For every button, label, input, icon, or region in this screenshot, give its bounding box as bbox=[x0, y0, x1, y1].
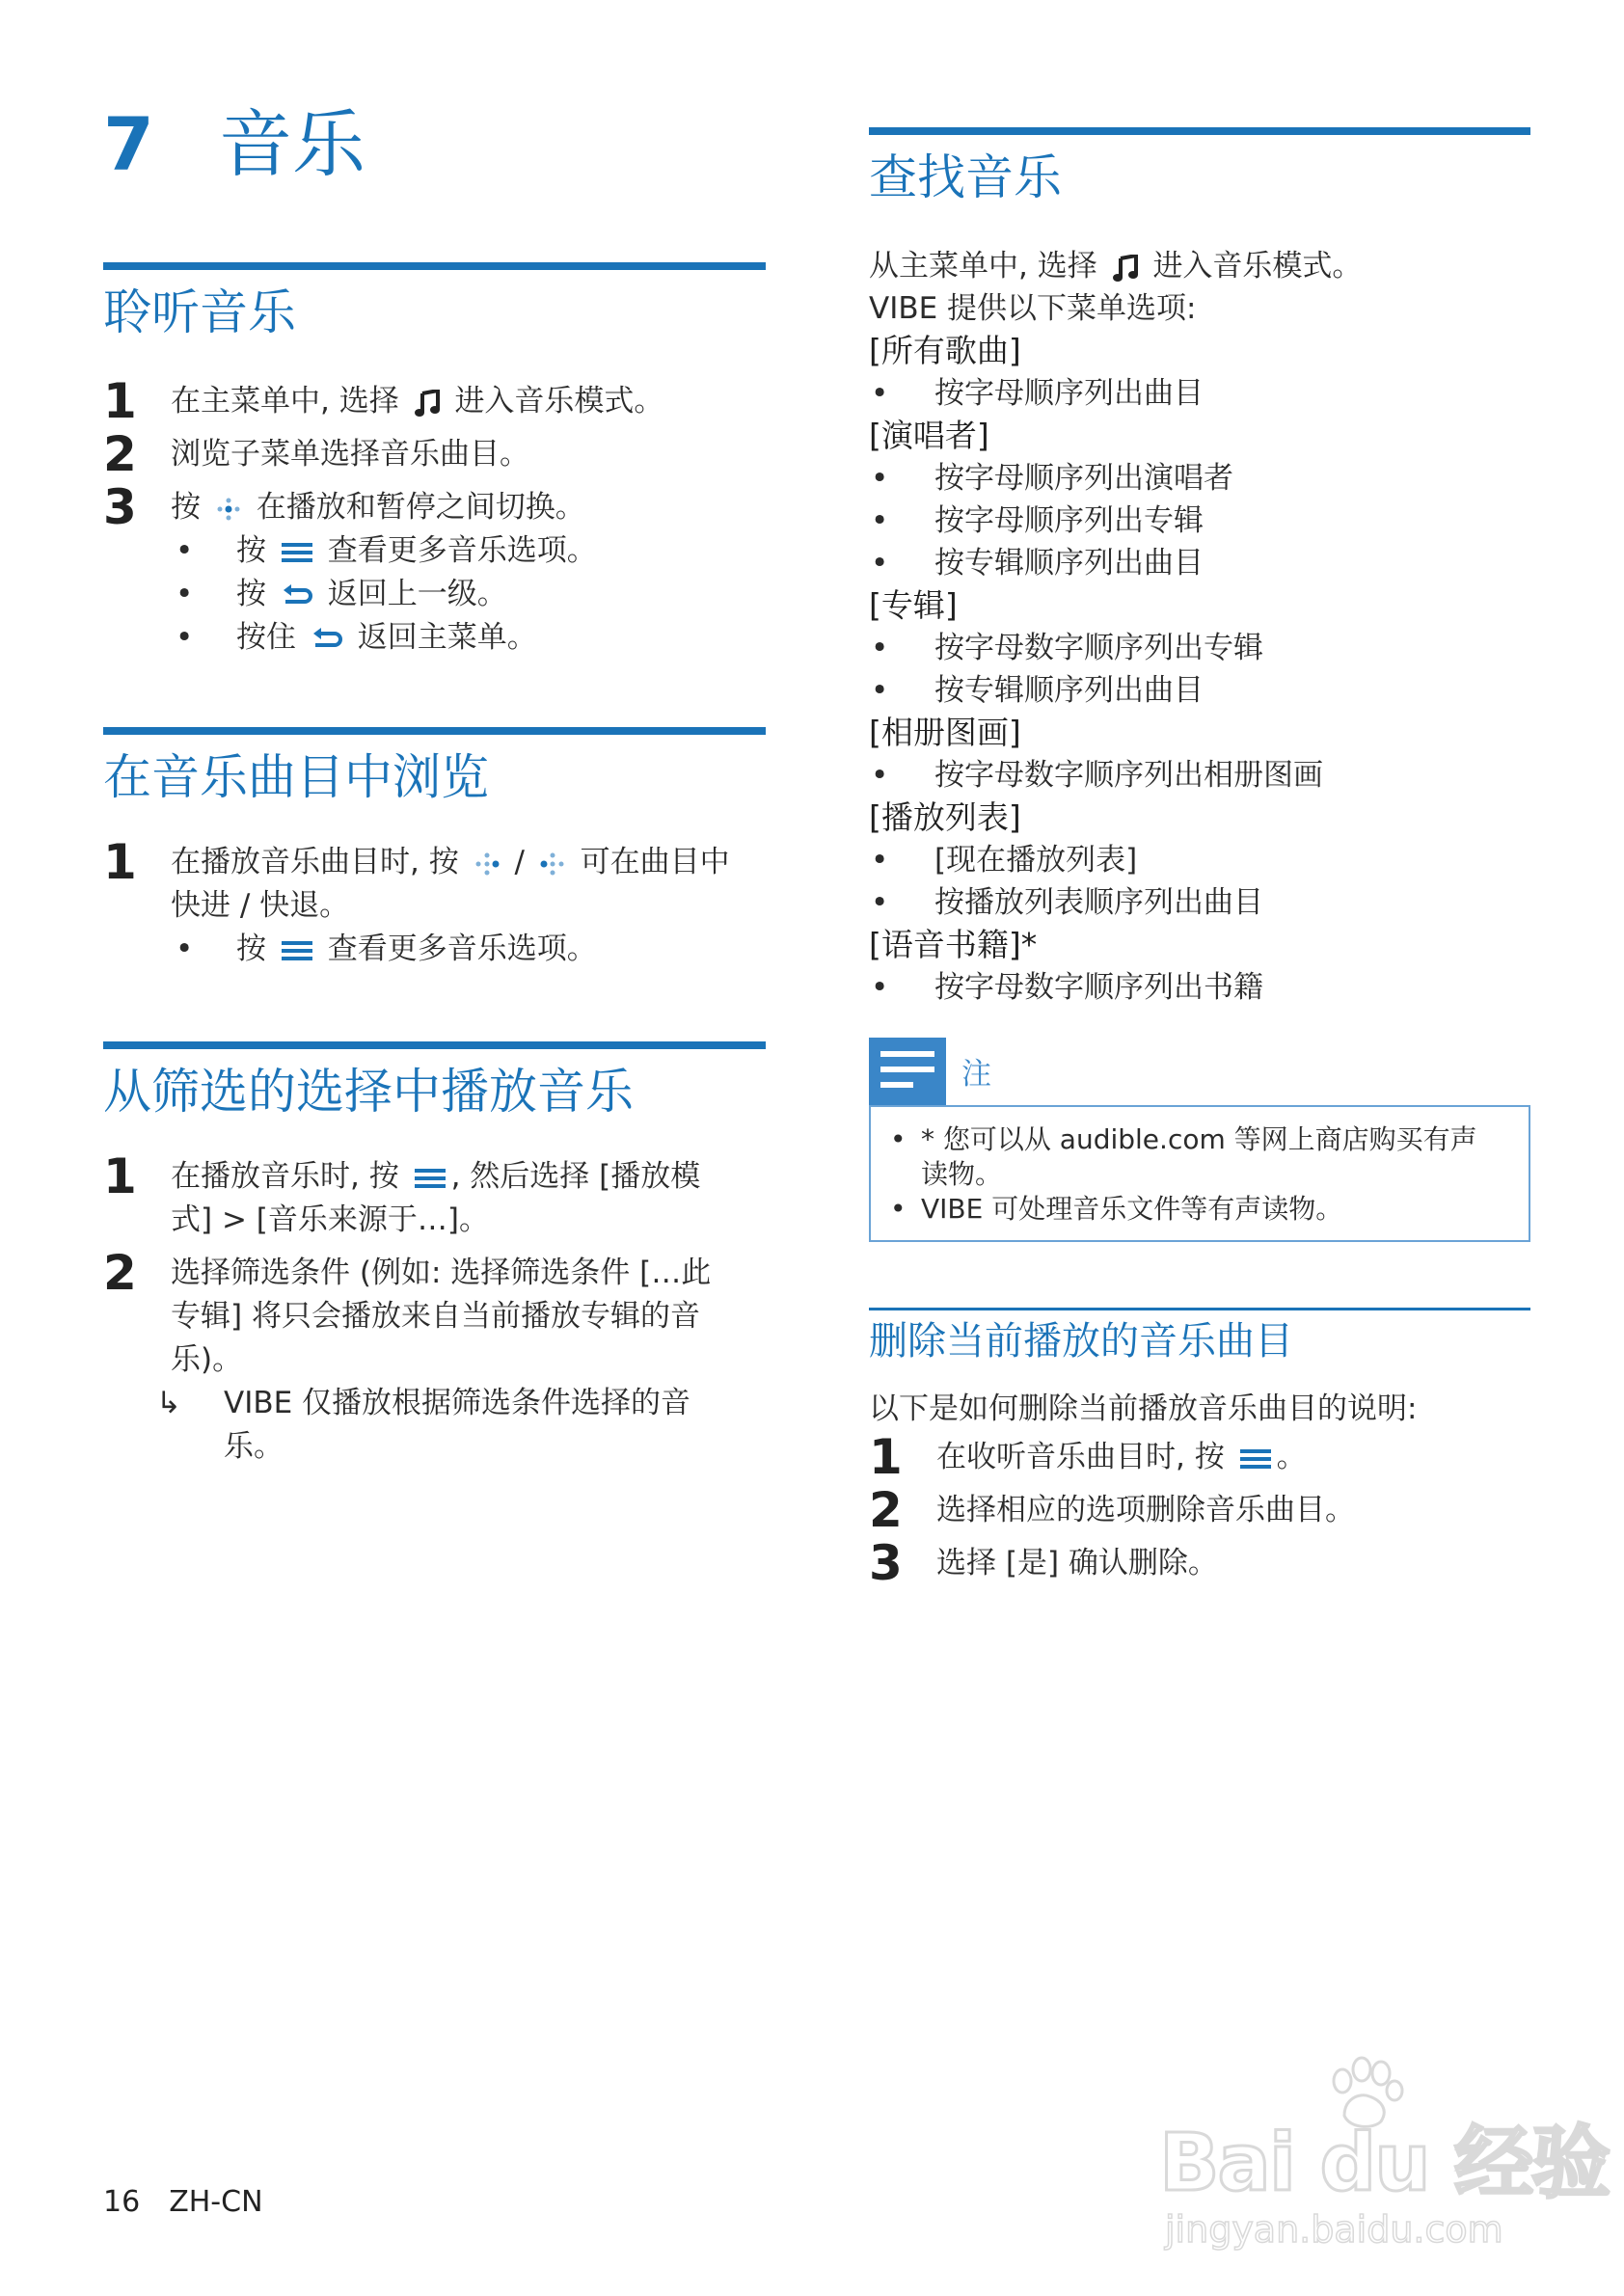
note-box bbox=[869, 1038, 1530, 1242]
bullet-text: 返回上一级。 bbox=[327, 577, 507, 611]
menu-option-heading: [相册图画] bbox=[869, 714, 1021, 751]
step-text: 按 bbox=[171, 490, 201, 525]
note-label: 注 bbox=[961, 1057, 991, 1092]
menu-option-item bbox=[869, 627, 1530, 669]
step-item bbox=[103, 1245, 766, 1382]
forward-dpad-icon bbox=[474, 851, 500, 877]
language-code: ZH-CN bbox=[169, 2185, 263, 2219]
page-footer bbox=[103, 2185, 263, 2219]
menu-icon bbox=[282, 541, 312, 564]
step-number: 1 bbox=[103, 373, 137, 429]
note-text: 读物。 bbox=[921, 1158, 1003, 1190]
bullet-text: 按 bbox=[236, 533, 266, 568]
menu-option-text: 按专辑顺序列出曲目 bbox=[934, 673, 1204, 708]
bullet-text: 按 bbox=[236, 577, 266, 611]
bullet-item bbox=[103, 573, 766, 616]
note-item bbox=[888, 1122, 1511, 1192]
intro-text-post: 进入音乐模式。 bbox=[1152, 249, 1363, 284]
bullet-dot: • bbox=[890, 1193, 907, 1225]
menu-option-item bbox=[869, 542, 1530, 584]
menu-icon bbox=[415, 1167, 446, 1190]
menu-option-text: 按字母顺序列出专辑 bbox=[934, 503, 1204, 538]
section-delete bbox=[869, 1308, 1530, 1591]
result-text: VIBE 仅播放根据筛选条件选择的音 bbox=[224, 1386, 691, 1420]
play-pause-dpad-icon bbox=[216, 497, 241, 522]
section-title: 在音乐曲目中浏览 bbox=[103, 749, 489, 805]
step-text: 进入音乐模式。 bbox=[454, 384, 664, 419]
step-text: , 然后选择 [播放模 bbox=[450, 1159, 701, 1194]
chapter-number: 7 bbox=[103, 101, 154, 187]
step-text: 。 bbox=[1276, 1440, 1307, 1474]
step-item bbox=[103, 373, 766, 429]
step-number: 1 bbox=[103, 1148, 137, 1204]
menu-option-heading: [演唱者] bbox=[869, 417, 989, 454]
bullet-dot: • bbox=[176, 577, 194, 611]
step-text: 在主菜单中, 选择 bbox=[171, 384, 399, 419]
menu-option-text: 按字母数字顺序列出专辑 bbox=[934, 631, 1263, 665]
section-title: 查找音乐 bbox=[869, 149, 1062, 205]
music-note-icon bbox=[415, 390, 440, 417]
menu-icon bbox=[1240, 1447, 1271, 1471]
step-text: 选择 [是] 确认删除。 bbox=[936, 1546, 1218, 1580]
step-text: 浏览子菜单选择音乐曲目。 bbox=[171, 437, 529, 472]
bullet-dot: • bbox=[871, 843, 889, 878]
menu-option-heading: [语音书籍]* bbox=[869, 926, 1038, 963]
step-text: 专辑] 将只会播放来自当前播放专辑的音 bbox=[171, 1299, 700, 1334]
note-text: * 您可以从 audible.com 等网上商店购买有声 bbox=[921, 1123, 1477, 1155]
menu-option-text: 按字母顺序列出曲目 bbox=[934, 376, 1204, 411]
menu-option-item bbox=[869, 372, 1530, 415]
note-icon bbox=[869, 1038, 946, 1105]
bullet-text: 按住 bbox=[236, 620, 296, 655]
section-rule bbox=[869, 1308, 1530, 1310]
menu-option-text: 按字母数字顺序列出书籍 bbox=[934, 970, 1263, 1005]
music-note-icon bbox=[1113, 255, 1138, 282]
result-arrow-icon: ↳ bbox=[156, 1386, 181, 1420]
menu-option-heading: [所有歌曲] bbox=[869, 332, 1021, 369]
step-text: 快进 / 快退。 bbox=[171, 888, 350, 923]
bullet-text: 查看更多音乐选项。 bbox=[327, 533, 597, 568]
step-number: 2 bbox=[103, 1245, 137, 1301]
bullet-dot: • bbox=[871, 546, 889, 581]
bullet-dot: • bbox=[871, 673, 889, 708]
intro-text: VIBE 提供以下菜单选项: bbox=[869, 291, 1197, 326]
section-rule bbox=[869, 127, 1530, 135]
intro-text-pre: 从主菜单中, 选择 bbox=[869, 249, 1097, 284]
menu-option-item bbox=[869, 457, 1530, 500]
step-text: 在播放和暂停之间切换。 bbox=[256, 490, 585, 525]
menu-option-item bbox=[869, 881, 1530, 924]
step-number: 3 bbox=[103, 479, 137, 535]
step-text: 可在曲目中 bbox=[580, 845, 730, 879]
step-text: 式] > [音乐来源于…]。 bbox=[171, 1202, 489, 1237]
step-item bbox=[869, 1482, 1530, 1538]
bullet-dot: • bbox=[890, 1123, 907, 1155]
menu-option-item bbox=[869, 966, 1530, 1009]
bullet-dot: • bbox=[871, 885, 889, 920]
step-text: 选择相应的选项删除音乐曲目。 bbox=[936, 1493, 1355, 1527]
chapter-heading bbox=[103, 101, 365, 187]
menu-option-text: 按专辑顺序列出曲目 bbox=[934, 546, 1204, 581]
baidu-jingyan-watermark bbox=[1148, 2054, 1610, 2256]
page-number: 16 bbox=[103, 2185, 141, 2219]
section-filter bbox=[103, 1041, 766, 1469]
section-title: 从筛选的选择中播放音乐 bbox=[103, 1064, 634, 1120]
section-rule bbox=[103, 262, 766, 270]
section-title: 删除当前播放的音乐曲目 bbox=[869, 1319, 1293, 1364]
step-number: 3 bbox=[869, 1535, 903, 1591]
step-item bbox=[103, 479, 766, 535]
bullet-dot: • bbox=[871, 758, 889, 793]
note-header bbox=[869, 1038, 1530, 1105]
bullet-item bbox=[103, 928, 766, 971]
intro-text bbox=[869, 245, 1530, 287]
step-text: / bbox=[514, 845, 525, 879]
menu-option-item bbox=[869, 669, 1530, 712]
chapter-title: 音乐 bbox=[219, 101, 365, 187]
step-item bbox=[869, 1535, 1530, 1591]
menu-option-text: 按播放列表顺序列出曲目 bbox=[934, 885, 1263, 920]
intro-text: 以下是如何删除当前播放音乐曲目的说明: bbox=[869, 1391, 1418, 1426]
step-item bbox=[869, 1429, 1530, 1485]
step-number: 1 bbox=[869, 1429, 903, 1485]
menu-option-item bbox=[869, 839, 1530, 881]
rewind-dpad-icon bbox=[540, 851, 565, 877]
step-text: 在收听音乐曲目时, 按 bbox=[936, 1440, 1225, 1474]
watermark-logo: Bai du 经验 bbox=[1159, 2118, 1610, 2209]
bullet-text: 返回主菜单。 bbox=[357, 620, 537, 655]
step-number: 2 bbox=[103, 426, 137, 482]
result-text: 乐。 bbox=[224, 1429, 284, 1464]
step-number: 2 bbox=[869, 1482, 903, 1538]
menu-option-text: 按字母数字顺序列出相册图画 bbox=[934, 758, 1323, 793]
bullet-text: 查看更多音乐选项。 bbox=[327, 932, 597, 966]
note-content bbox=[869, 1105, 1530, 1242]
step-item bbox=[103, 1148, 766, 1242]
bullet-dot: • bbox=[871, 503, 889, 538]
menu-icon bbox=[282, 939, 312, 962]
menu-option-text: [现在播放列表] bbox=[934, 843, 1138, 878]
menu-option-heading: [专辑] bbox=[869, 586, 958, 624]
menu-option-heading: [播放列表] bbox=[869, 798, 1021, 836]
section-rule bbox=[103, 727, 766, 735]
step-text: 选择筛选条件 (例如: 选择筛选条件 […此 bbox=[171, 1256, 712, 1290]
step-item bbox=[103, 426, 766, 482]
bullet-item bbox=[103, 616, 766, 660]
bullet-item bbox=[103, 529, 766, 573]
step-text: 乐)。 bbox=[171, 1342, 243, 1377]
step-number: 1 bbox=[103, 834, 137, 890]
watermark-url: jingyan.baidu.com bbox=[1165, 2208, 1503, 2251]
step-text: 在播放音乐时, 按 bbox=[171, 1159, 399, 1194]
bullet-dot: • bbox=[871, 461, 889, 496]
bullet-dot: • bbox=[871, 376, 889, 411]
bullet-dot: • bbox=[871, 970, 889, 1005]
bullet-dot: • bbox=[871, 631, 889, 665]
note-item bbox=[888, 1192, 1511, 1227]
section-listen bbox=[103, 262, 766, 660]
result-item bbox=[103, 1382, 766, 1469]
menu-option-item bbox=[869, 754, 1530, 797]
step-text: 在播放音乐曲目时, 按 bbox=[171, 845, 459, 879]
bullet-text: 按 bbox=[236, 932, 266, 966]
section-browse bbox=[103, 727, 766, 971]
note-text: VIBE 可处理音乐文件等有声读物。 bbox=[921, 1193, 1343, 1225]
step-item bbox=[103, 834, 766, 928]
menu-option-text: 按字母顺序列出演唱者 bbox=[934, 461, 1233, 496]
back-icon bbox=[311, 627, 342, 652]
section-find bbox=[869, 127, 1530, 1009]
section-rule bbox=[103, 1041, 766, 1049]
menu-option-item bbox=[869, 500, 1530, 542]
bullet-dot: • bbox=[176, 620, 194, 655]
section-title: 聆听音乐 bbox=[103, 284, 296, 340]
bullet-dot: • bbox=[176, 533, 194, 568]
back-icon bbox=[282, 583, 312, 608]
bullet-dot: • bbox=[176, 932, 194, 966]
